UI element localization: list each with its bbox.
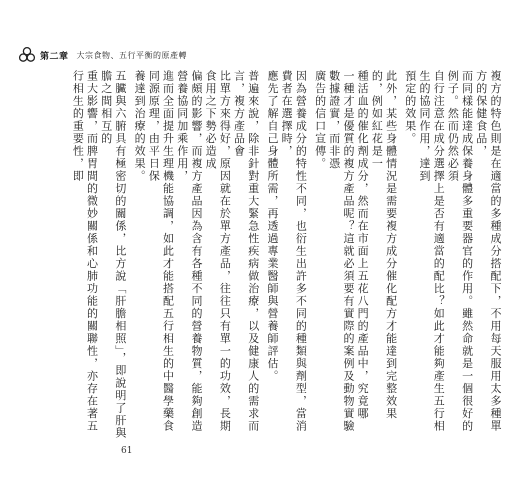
text-line: 而同樣能達成保養身體多重要器官的作用。雖然命就是一個很好的例子。然而仍然必須 bbox=[446, 70, 474, 433]
chapter-title: 大宗食物、五行平衡的原產轉 bbox=[76, 50, 188, 60]
text-line: 養達到治療的效果。 bbox=[133, 70, 147, 183]
text-line: 此外，某些身體情況是需要複方成分催化配方才能達到完整效果的，例如紅花是一 bbox=[370, 70, 398, 420]
text-line: 五臟與六腑具有極密切的關係，比方說「肝膽相照」，即說明了肝與膽之間相互的 bbox=[99, 70, 127, 440]
text-line: 進而全面提升生理機能協調，如此才能搭配五行相生的中醫學藥食同源原理，由平日保 bbox=[147, 70, 175, 433]
text-line: 一種才是優質的複方產品呢？這就必須要有實際的案例及動物實驗數據證實，而非憑 bbox=[327, 70, 355, 433]
text-line: 廣告的信口宣傳。 bbox=[313, 70, 327, 170]
text-line: 預定的效果。 bbox=[403, 70, 417, 145]
text-line: 應先了解自己身體所需，再透過專業醫師與營養師評估。 bbox=[265, 70, 279, 383]
text-line: 重大影響，而脾胃間的微妙關係和心肺功能的關聯性，亦存在著五行相生的重要性，即 bbox=[71, 70, 99, 433]
text-line: 自行注意在成分選擇上是否有適當的配比？如此才能夠產生五行相生的協同作用，達到 bbox=[417, 70, 446, 433]
vertical-text-body bbox=[71, 70, 502, 442]
text-line: 種活血的催化劑成分，然而在市面上五花八門的產品中，究竟哪 bbox=[356, 70, 370, 420]
text-line: 複方的特色則是在適當的多種成分搭配下，不用每天服用太多種單方的保健食品， bbox=[474, 70, 502, 433]
text-line: 因為營養成分的特性不同，也衍生出許多不同的種類與劑型，當消費者在選擇時， bbox=[280, 70, 308, 433]
chapter-label: 第二章 bbox=[40, 51, 69, 62]
text-line: 偏頗的影響，而複方產品因為含有各種不同的營養物質，能夠創造營養協同加乘作用， bbox=[175, 70, 203, 433]
running-header bbox=[18, 46, 187, 64]
text-line: 普遍來說，除非針對重大緊急性疾病做治療，以及健康人的需求而言，複方產品會 bbox=[232, 70, 260, 433]
page-number: 61 bbox=[121, 446, 133, 456]
trefoil-logo-icon bbox=[18, 46, 36, 64]
text-line: 比單方來得好，原因就在於單方產品，往往只有單一的功效，長期食用之下勢必造成 bbox=[204, 70, 232, 433]
